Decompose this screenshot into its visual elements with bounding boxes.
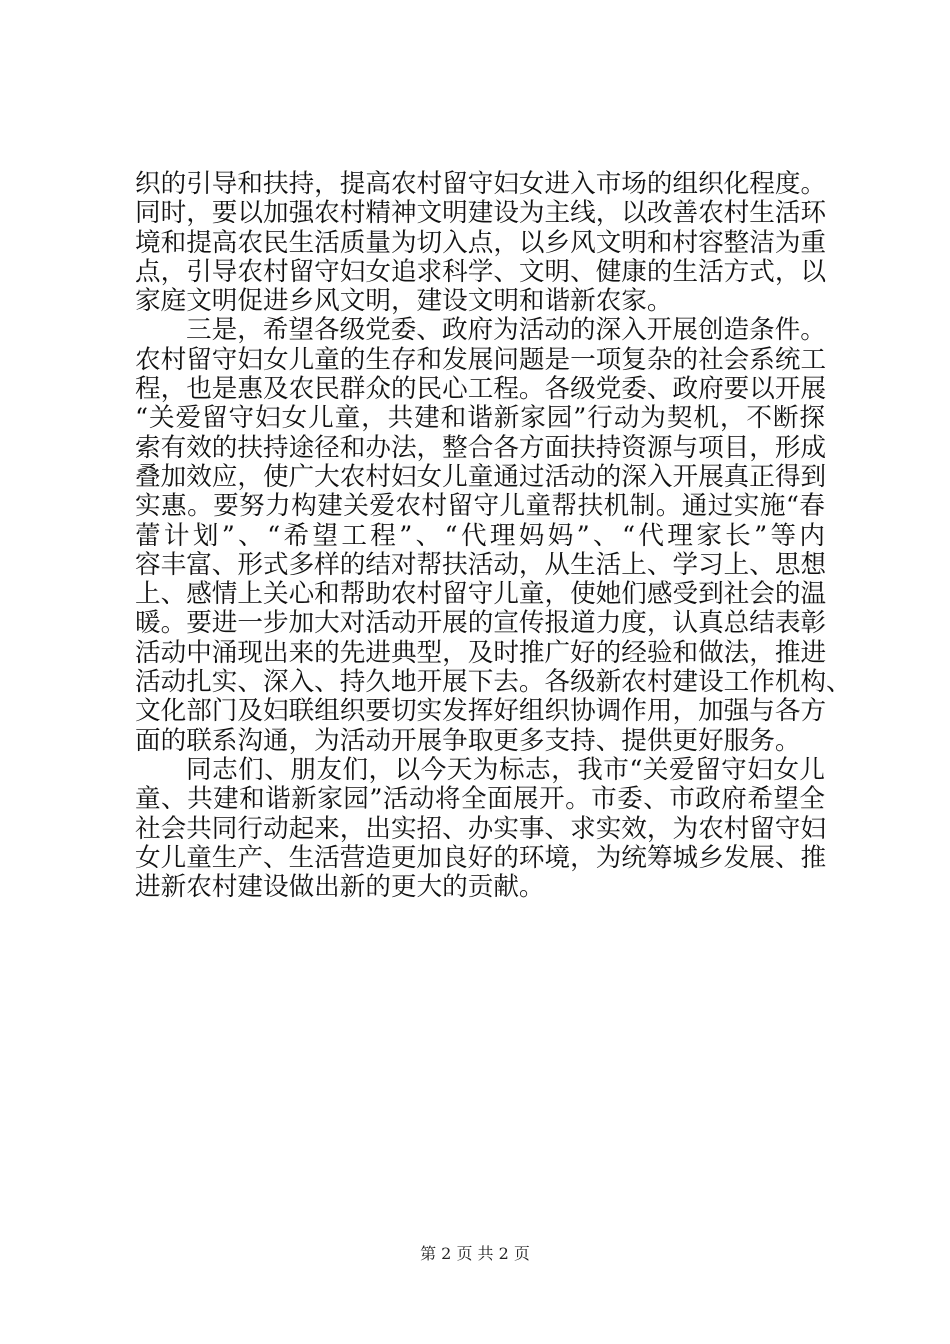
text-line: 容丰富、形式多样的结对帮扶活动，从生活上、学习上、思想 bbox=[135, 549, 827, 580]
text-line: 面的联系沟通，为活动开展争取更多支持、提供更好服务。 bbox=[135, 725, 801, 756]
text-line: 女儿童生产、生活营造更加良好的环境，为统筹城乡发展、推 bbox=[135, 842, 827, 873]
text-line: 社会共同行动起来，出实招、办实事、求实效，为农村留守妇 bbox=[135, 813, 827, 844]
text-line: 进新农村建设做出新的更大的贡献。 bbox=[135, 872, 545, 903]
paragraph-start-line: 同志们、朋友们，以今天为标志，我市“关爱留守妇女儿 bbox=[186, 754, 825, 785]
text-line: 文化部门及妇联组织要切实发挥好组织协调作用，加强与各方 bbox=[135, 696, 827, 727]
text-line: 索有效的扶持途径和办法，整合各方面扶持资源与项目，形成 bbox=[135, 432, 827, 463]
text-line: 童、共建和谐新家园”活动将全面展开。市委、市政府希望全 bbox=[135, 784, 825, 815]
text-line: 暖。要进一步加大对活动开展的宣传报道力度，认真总结表彰 bbox=[135, 608, 827, 639]
text-line: 家庭文明促进乡风文明，建设文明和谐新农家。 bbox=[135, 286, 673, 317]
page-number-footer: 第 2 页 共 2 页 bbox=[420, 1244, 530, 1263]
text-line: 境和提高农民生活质量为切入点，以乡风文明和村容整洁为重 bbox=[135, 227, 827, 258]
text-line: 织的引导和扶持，提高农村留守妇女进入市场的组织化程度。 bbox=[135, 169, 827, 199]
text-line: 叠加效应，使广大农村妇女儿童通过活动的深入开展真正得到 bbox=[135, 461, 827, 492]
text-line: 实惠。要努力构建关爱农村留守儿童帮扶机制。通过实施“春 bbox=[135, 491, 825, 522]
text-line: 活动中涌现出来的先进典型，及时推广好的经验和做法，推进 bbox=[135, 637, 827, 668]
text-line: 同时，要以加强农村精神文明建设为主线，以改善农村生活环 bbox=[135, 198, 827, 229]
text-line: 活动扎实、深入、持久地开展下去。各级新农村建设工作机构、 bbox=[135, 667, 852, 698]
text-line: 点，引导农村留守妇女追求科学、文明、健康的生活方式，以 bbox=[135, 256, 827, 287]
text-line: 上、感情上关心和帮助农村留守儿童，使她们感受到社会的温 bbox=[135, 579, 827, 610]
paragraph-start-line: 三是，希望各级党委、政府为活动的深入开展创造条件。 bbox=[186, 315, 826, 346]
body-text bbox=[135, 169, 852, 903]
text-line: “关爱留守妇女儿童，共建和谐新家园”行动为契机，不断探 bbox=[135, 403, 825, 434]
text-line: 农村留守妇女儿童的生存和发展问题是一项复杂的社会系统工 bbox=[135, 344, 827, 375]
text-line: 蕾计划”、“希望工程”、“代理妈妈”、“代理家长”等内 bbox=[135, 520, 825, 551]
text-line: 程，也是惠及农民群众的民心工程。各级党委、政府要以开展 bbox=[135, 374, 827, 405]
